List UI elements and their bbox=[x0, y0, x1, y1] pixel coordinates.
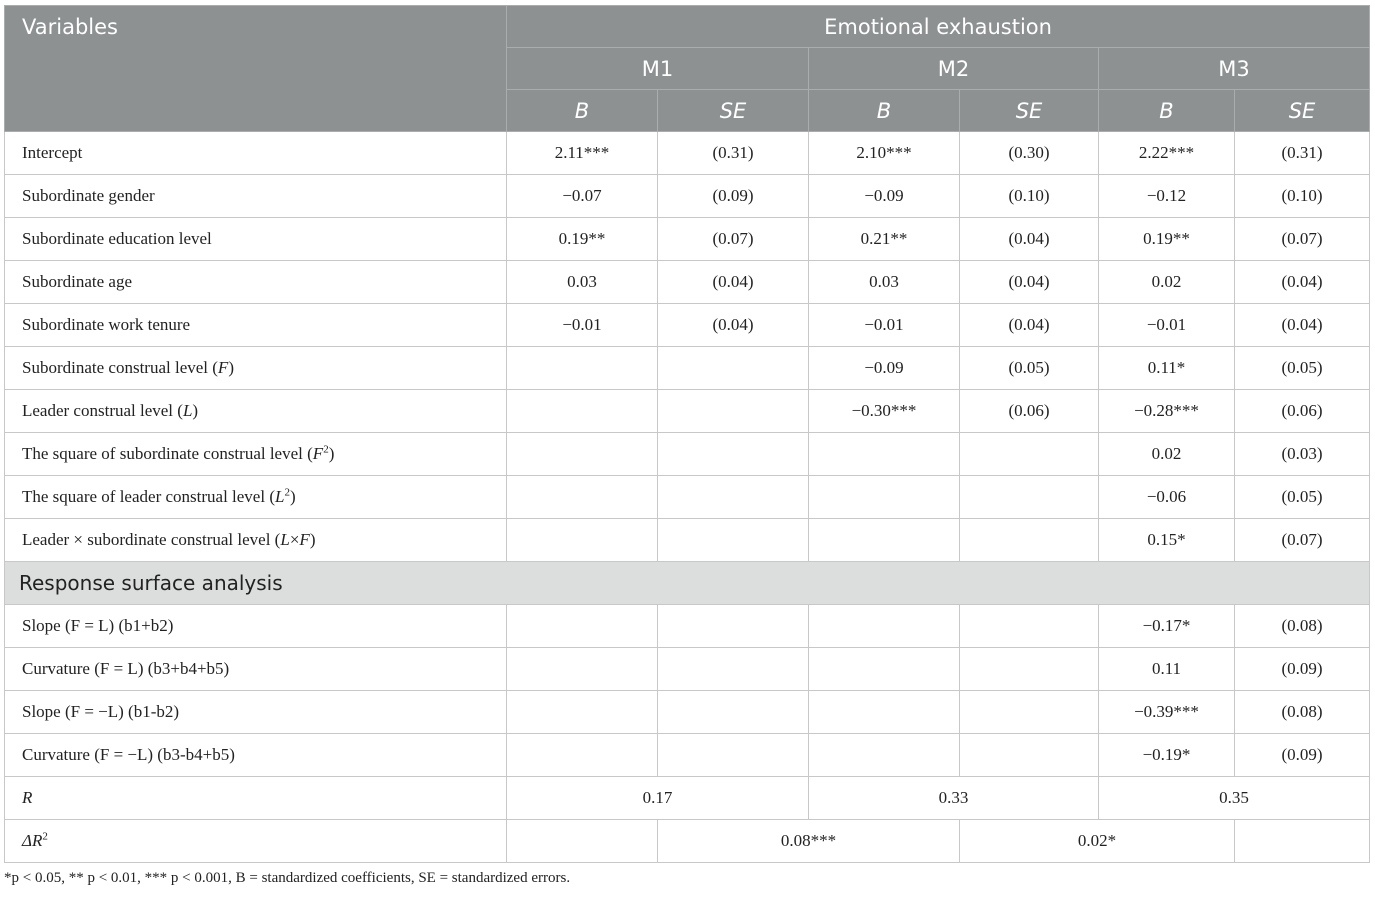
m3-b-cell: −0.12 bbox=[1099, 175, 1235, 218]
m3-b-cell: −0.06 bbox=[1099, 476, 1235, 519]
m1-se-cell bbox=[658, 390, 809, 433]
m3-b-cell: 0.11 bbox=[1099, 648, 1235, 691]
row-label: Intercept bbox=[5, 132, 507, 175]
row-label: R bbox=[5, 777, 507, 820]
table-header bbox=[5, 6, 1370, 132]
table-row bbox=[5, 132, 1370, 175]
m3-se-cell: (0.07) bbox=[1235, 218, 1370, 261]
m3-b-cell: 2.22*** bbox=[1099, 132, 1235, 175]
m3-se-header: SE bbox=[1235, 90, 1370, 132]
m2-b-cell bbox=[809, 734, 960, 777]
m2-b-cell: −0.09 bbox=[809, 347, 960, 390]
table-row bbox=[5, 519, 1370, 562]
row-label: Slope (F = −L) (b1-b2) bbox=[5, 691, 507, 734]
m2-se-cell bbox=[960, 648, 1099, 691]
m2-se-cell bbox=[960, 734, 1099, 777]
m3-se-cell: (0.09) bbox=[1235, 648, 1370, 691]
table-row bbox=[5, 347, 1370, 390]
m2-se-cell: (0.04) bbox=[960, 261, 1099, 304]
m1-b-cell bbox=[507, 691, 658, 734]
m2-b-cell bbox=[809, 605, 960, 648]
m2-se-header: SE bbox=[960, 90, 1099, 132]
table-row bbox=[5, 433, 1370, 476]
row-label: Curvature (F = L) (b3+b4+b5) bbox=[5, 648, 507, 691]
m1-se-cell bbox=[658, 347, 809, 390]
delta-r2-m2-cell: 0.08*** bbox=[658, 820, 960, 863]
regression-table-container bbox=[4, 5, 1369, 887]
empty-cell bbox=[507, 820, 658, 863]
m2-b-cell: 0.03 bbox=[809, 261, 960, 304]
m2-b-cell bbox=[809, 648, 960, 691]
m1-b-cell: −0.01 bbox=[507, 304, 658, 347]
regression-table bbox=[4, 5, 1370, 863]
m1-se-cell bbox=[658, 605, 809, 648]
row-label: $\Delta R^2$ bbox=[5, 820, 507, 863]
variables-header: Variables bbox=[5, 6, 507, 132]
m2-se-cell: (0.10) bbox=[960, 175, 1099, 218]
m1-se-header: SE bbox=[658, 90, 809, 132]
m1-b-cell: 2.11*** bbox=[507, 132, 658, 175]
table-row bbox=[5, 691, 1370, 734]
m3-b-cell: 0.15* bbox=[1099, 519, 1235, 562]
m1-b-header: B bbox=[507, 90, 658, 132]
row-label: Subordinate age bbox=[5, 261, 507, 304]
model-m3-header: M3 bbox=[1099, 48, 1370, 90]
section-row bbox=[5, 562, 1370, 605]
m2-b-cell bbox=[809, 433, 960, 476]
table-row bbox=[5, 476, 1370, 519]
m3-se-cell: (0.04) bbox=[1235, 304, 1370, 347]
table-row bbox=[5, 304, 1370, 347]
m3-b-cell: 0.19** bbox=[1099, 218, 1235, 261]
m1-b-cell bbox=[507, 648, 658, 691]
r-row bbox=[5, 777, 1370, 820]
table-row bbox=[5, 390, 1370, 433]
table-row bbox=[5, 648, 1370, 691]
m1-b-cell bbox=[507, 347, 658, 390]
m3-r-cell: 0.35 bbox=[1099, 777, 1370, 820]
m2-b-cell: 0.21** bbox=[809, 218, 960, 261]
m3-se-cell: (0.05) bbox=[1235, 476, 1370, 519]
m2-b-cell bbox=[809, 519, 960, 562]
row-label: Subordinate gender bbox=[5, 175, 507, 218]
m2-se-cell bbox=[960, 433, 1099, 476]
m3-se-cell: (0.09) bbox=[1235, 734, 1370, 777]
m1-b-cell: −0.07 bbox=[507, 175, 658, 218]
m3-b-header: B bbox=[1099, 90, 1235, 132]
delta-r2-row bbox=[5, 820, 1370, 863]
m2-b-cell bbox=[809, 691, 960, 734]
m2-b-cell: −0.09 bbox=[809, 175, 960, 218]
row-label: Leader × subordinate construal level (L×F) bbox=[5, 519, 507, 562]
row-label: The square of leader construal level $(L^2)$ bbox=[5, 476, 507, 519]
m3-b-cell: −0.28*** bbox=[1099, 390, 1235, 433]
m3-se-cell: (0.08) bbox=[1235, 691, 1370, 734]
m1-se-cell: (0.04) bbox=[658, 261, 809, 304]
m1-se-cell bbox=[658, 433, 809, 476]
m3-se-cell: (0.04) bbox=[1235, 261, 1370, 304]
model-m2-header: M2 bbox=[809, 48, 1099, 90]
m2-b-cell bbox=[809, 476, 960, 519]
m3-se-cell: (0.08) bbox=[1235, 605, 1370, 648]
m1-se-cell bbox=[658, 691, 809, 734]
m3-b-cell: −0.19* bbox=[1099, 734, 1235, 777]
table-footnote: *p < 0.05, ** p < 0.01, *** p < 0.001, B = standardized coefficients, SE = standardized errors. bbox=[4, 870, 571, 886]
table-row bbox=[5, 175, 1370, 218]
m2-b-header: B bbox=[809, 90, 960, 132]
m1-se-cell: (0.31) bbox=[658, 132, 809, 175]
m1-b-cell bbox=[507, 390, 658, 433]
m3-b-cell: 0.02 bbox=[1099, 261, 1235, 304]
table-row bbox=[5, 734, 1370, 777]
m2-se-cell: (0.30) bbox=[960, 132, 1099, 175]
row-label: Leader construal level (L) bbox=[5, 390, 507, 433]
row-label: The square of subordinate construal level $(F^2)$ bbox=[5, 433, 507, 476]
section-title: Response surface analysis bbox=[5, 562, 1370, 605]
row-label: Curvature (F = −L) (b3-b4+b5) bbox=[5, 734, 507, 777]
row-label: Subordinate work tenure bbox=[5, 304, 507, 347]
m3-b-cell: 0.02 bbox=[1099, 433, 1235, 476]
m3-se-cell: (0.10) bbox=[1235, 175, 1370, 218]
table-row bbox=[5, 218, 1370, 261]
model-m1-header: M1 bbox=[507, 48, 809, 90]
m3-se-cell: (0.03) bbox=[1235, 433, 1370, 476]
m1-se-cell: (0.07) bbox=[658, 218, 809, 261]
empty-cell bbox=[1235, 820, 1370, 863]
m2-se-cell: (0.06) bbox=[960, 390, 1099, 433]
row-label: Slope (F = L) (b1+b2) bbox=[5, 605, 507, 648]
row-label: Subordinate education level bbox=[5, 218, 507, 261]
m1-b-cell bbox=[507, 519, 658, 562]
table-row bbox=[5, 605, 1370, 648]
m3-b-cell: −0.17* bbox=[1099, 605, 1235, 648]
m2-b-cell: −0.30*** bbox=[809, 390, 960, 433]
m3-se-cell: (0.07) bbox=[1235, 519, 1370, 562]
m1-b-cell bbox=[507, 605, 658, 648]
m1-b-cell: 0.19** bbox=[507, 218, 658, 261]
m3-se-cell: (0.06) bbox=[1235, 390, 1370, 433]
m2-se-cell bbox=[960, 519, 1099, 562]
m2-se-cell: (0.05) bbox=[960, 347, 1099, 390]
m3-b-cell: −0.39*** bbox=[1099, 691, 1235, 734]
m3-se-cell: (0.31) bbox=[1235, 132, 1370, 175]
m1-se-cell: (0.04) bbox=[658, 304, 809, 347]
table-body bbox=[5, 132, 1370, 863]
m2-r-cell: 0.33 bbox=[809, 777, 1099, 820]
m2-b-cell: 2.10*** bbox=[809, 132, 960, 175]
m2-se-cell bbox=[960, 476, 1099, 519]
dependent-variable-header: Emotional exhaustion bbox=[507, 6, 1370, 48]
m1-se-cell bbox=[658, 519, 809, 562]
m3-se-cell: (0.05) bbox=[1235, 347, 1370, 390]
m1-b-cell: 0.03 bbox=[507, 261, 658, 304]
m1-se-cell bbox=[658, 648, 809, 691]
m1-b-cell bbox=[507, 734, 658, 777]
m1-se-cell bbox=[658, 476, 809, 519]
m2-se-cell: (0.04) bbox=[960, 304, 1099, 347]
m1-b-cell bbox=[507, 433, 658, 476]
m1-r-cell: 0.17 bbox=[507, 777, 809, 820]
table-row bbox=[5, 261, 1370, 304]
m3-b-cell: −0.01 bbox=[1099, 304, 1235, 347]
delta-r2-m3-cell: 0.02* bbox=[960, 820, 1235, 863]
m1-se-cell: (0.09) bbox=[658, 175, 809, 218]
m2-se-cell bbox=[960, 691, 1099, 734]
m2-se-cell: (0.04) bbox=[960, 218, 1099, 261]
row-label: Subordinate construal level (F) bbox=[5, 347, 507, 390]
m1-se-cell bbox=[658, 734, 809, 777]
m2-b-cell: −0.01 bbox=[809, 304, 960, 347]
m1-b-cell bbox=[507, 476, 658, 519]
m2-se-cell bbox=[960, 605, 1099, 648]
m3-b-cell: 0.11* bbox=[1099, 347, 1235, 390]
